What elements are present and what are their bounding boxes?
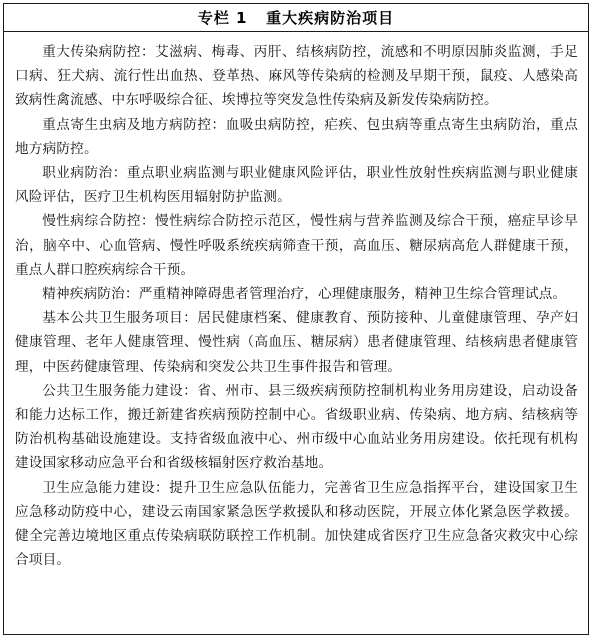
- sidebar-box: [3, 3, 589, 635]
- paragraph-chronic-disease: 慢性病综合防控：慢性病综合防控示范区，慢性病与营养监测及综合干预，癌症早诊早治，脑卒中、心血管病、慢性呼吸系统疾病筛查干预，高血压、糖尿病高危人群健康干预，重点人群口腔疾病综合干预。: [15, 213, 578, 278]
- paragraph-mental-disorder: 精神疾病防治：严重精神障碍患者管理治疗，心理健康服务，精神卫生综合管理试点。: [42, 286, 567, 303]
- paragraph-public-health-capacity: 公共卫生服务能力建设：省、州市、县三级疾病预防控制机构业务用房建设，启动设备和能力达标工作，搬迁新建省疾病预防控制中心。省级职业病、传染病、地方病、结核病等防治机构基础设施建设。支持省级血液中心、州市级中心血站业务用房建设。依托现有机构建设国家移动应急平台和省级核辐射医疗救治基地。: [15, 382, 578, 472]
- paragraph-emergency-capacity: 卫生应急能力建设：提升卫生应急队伍能力，完善省卫生应急指挥平台，建设国家卫生应急移动防疫中心，建设云南国家紧急医学救援队和移动医院，开展立体化紧急医学救援。健全完善边境地区重点传染病联防联控工作机制。加快建成省医疗卫生应急备灾救灾中心综合项目。: [15, 479, 578, 569]
- paragraph-occupational-disease: 职业病防治：重点职业病监测与职业健康风险评估，职业性放射性疾病监测与职业健康风险评估，医疗卫生机构医用辐射防护监测。: [15, 165, 578, 206]
- paragraph-major-infectious-disease: 重大传染病防控：艾滋病、梅毒、丙肝、结核病防控，流感和不明原因肺炎监测，手足口病、狂犬病、流行性出血热、登革热、麻风等传染病的检测及早期干预，鼠疫、人感染高致病性禽流感、中东呼吸综合征、埃博拉等突发急性传染病及新发传染病防控。: [15, 44, 578, 109]
- box-content: [4, 32, 588, 572]
- paragraph-parasitic-endemic-disease: 重点寄生虫病及地方病防控：血吸虫病防控，疟疾、包虫病等重点寄生虫病防治，重点地方病防控。: [15, 116, 578, 157]
- box-title-row: [4, 4, 588, 32]
- box-title: 专栏 1 重大疾病防治项目: [197, 9, 395, 27]
- paragraph-basic-public-health: 基本公共卫生服务项目：居民健康档案、健康教育、预防接种、儿童健康管理、孕产妇健康管理、老年人健康管理、慢性病（高血压、糖尿病）患者健康管理、结核病患者健康管理，中医药健康管理、传染病和突发公共卫生事件报告和管理。: [15, 310, 578, 375]
